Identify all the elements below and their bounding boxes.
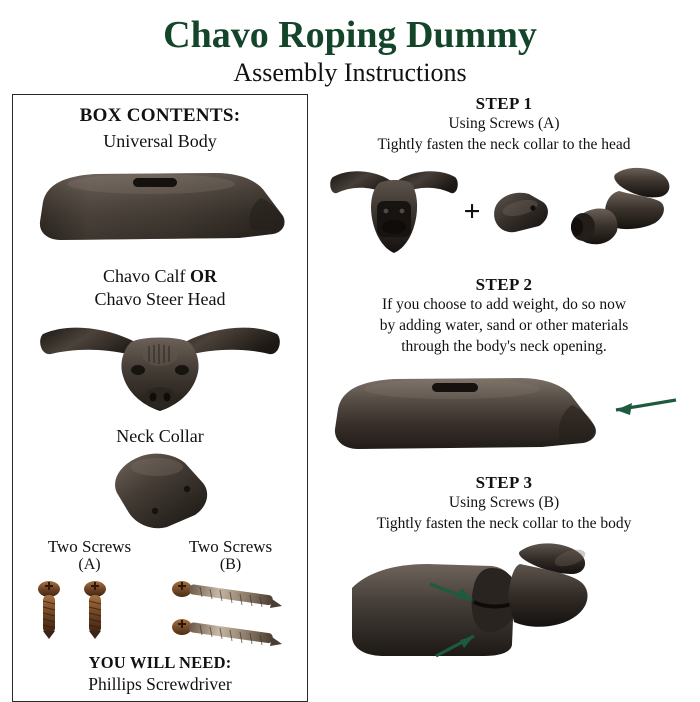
page-subtitle: Assembly Instructions — [233, 58, 467, 87]
step-2-line2: by adding water, sand or other materials — [379, 317, 629, 334]
neck-collar-image — [95, 449, 225, 533]
head-label-line2: Chavo Steer Head — [94, 289, 226, 309]
step3-assembly-image — [324, 536, 684, 658]
screws-b-sub: (B) — [219, 556, 242, 573]
step-3-heading: STEP 3 — [475, 473, 533, 492]
universal-body-label: Universal Body — [103, 131, 217, 151]
screws-a-image — [25, 573, 155, 647]
screws-b-image — [166, 573, 296, 647]
screws-row — [19, 537, 301, 647]
universal-body-image — [25, 154, 295, 264]
you-will-need-text: Phillips Screwdriver — [88, 674, 232, 694]
content-columns — [12, 94, 688, 702]
step1-assembled-image — [559, 157, 679, 267]
step-1-images — [320, 157, 688, 267]
steps-panel — [320, 94, 688, 658]
step2-body-image — [324, 359, 684, 469]
screws-a-group — [20, 537, 160, 647]
step-1-line2: Tightly fasten the neck collar to the head — [377, 136, 631, 153]
steer-head-image — [35, 312, 285, 424]
step-2-heading: STEP 2 — [475, 275, 533, 294]
head-label-line1 — [19, 266, 301, 287]
step-2-line3: through the body's neck opening. — [401, 338, 607, 355]
screws-b-title: Two Screws — [188, 537, 273, 556]
you-will-need-title: YOU WILL NEED: — [88, 653, 232, 672]
you-will-need-block — [13, 653, 307, 695]
step-3-line1: Using Screws (B) — [448, 494, 560, 511]
step1-collar-image — [485, 182, 555, 242]
step1-head-image — [329, 157, 459, 267]
screws-a-sub: (A) — [78, 556, 101, 573]
screws-b-group — [161, 537, 301, 647]
step-3-line2: Tightly fasten the neck collar to the body — [376, 515, 632, 532]
step-2-line1: If you choose to add weight, do so now — [381, 296, 627, 313]
screws-a-title: Two Screws — [47, 537, 132, 556]
step-1-line1: Using Screws (A) — [448, 115, 560, 132]
step-1-plus: + — [463, 195, 481, 228]
head-label-text1: Chavo Calf OR — [103, 266, 217, 286]
box-contents-heading: BOX CONTENTS: — [79, 105, 241, 126]
neck-collar-label: Neck Collar — [116, 426, 204, 446]
step-1-heading: STEP 1 — [475, 94, 533, 113]
box-contents-panel — [12, 94, 308, 702]
page-title: Chavo Roping Dummy — [163, 14, 537, 56]
step2-arrow-icon — [616, 400, 676, 415]
